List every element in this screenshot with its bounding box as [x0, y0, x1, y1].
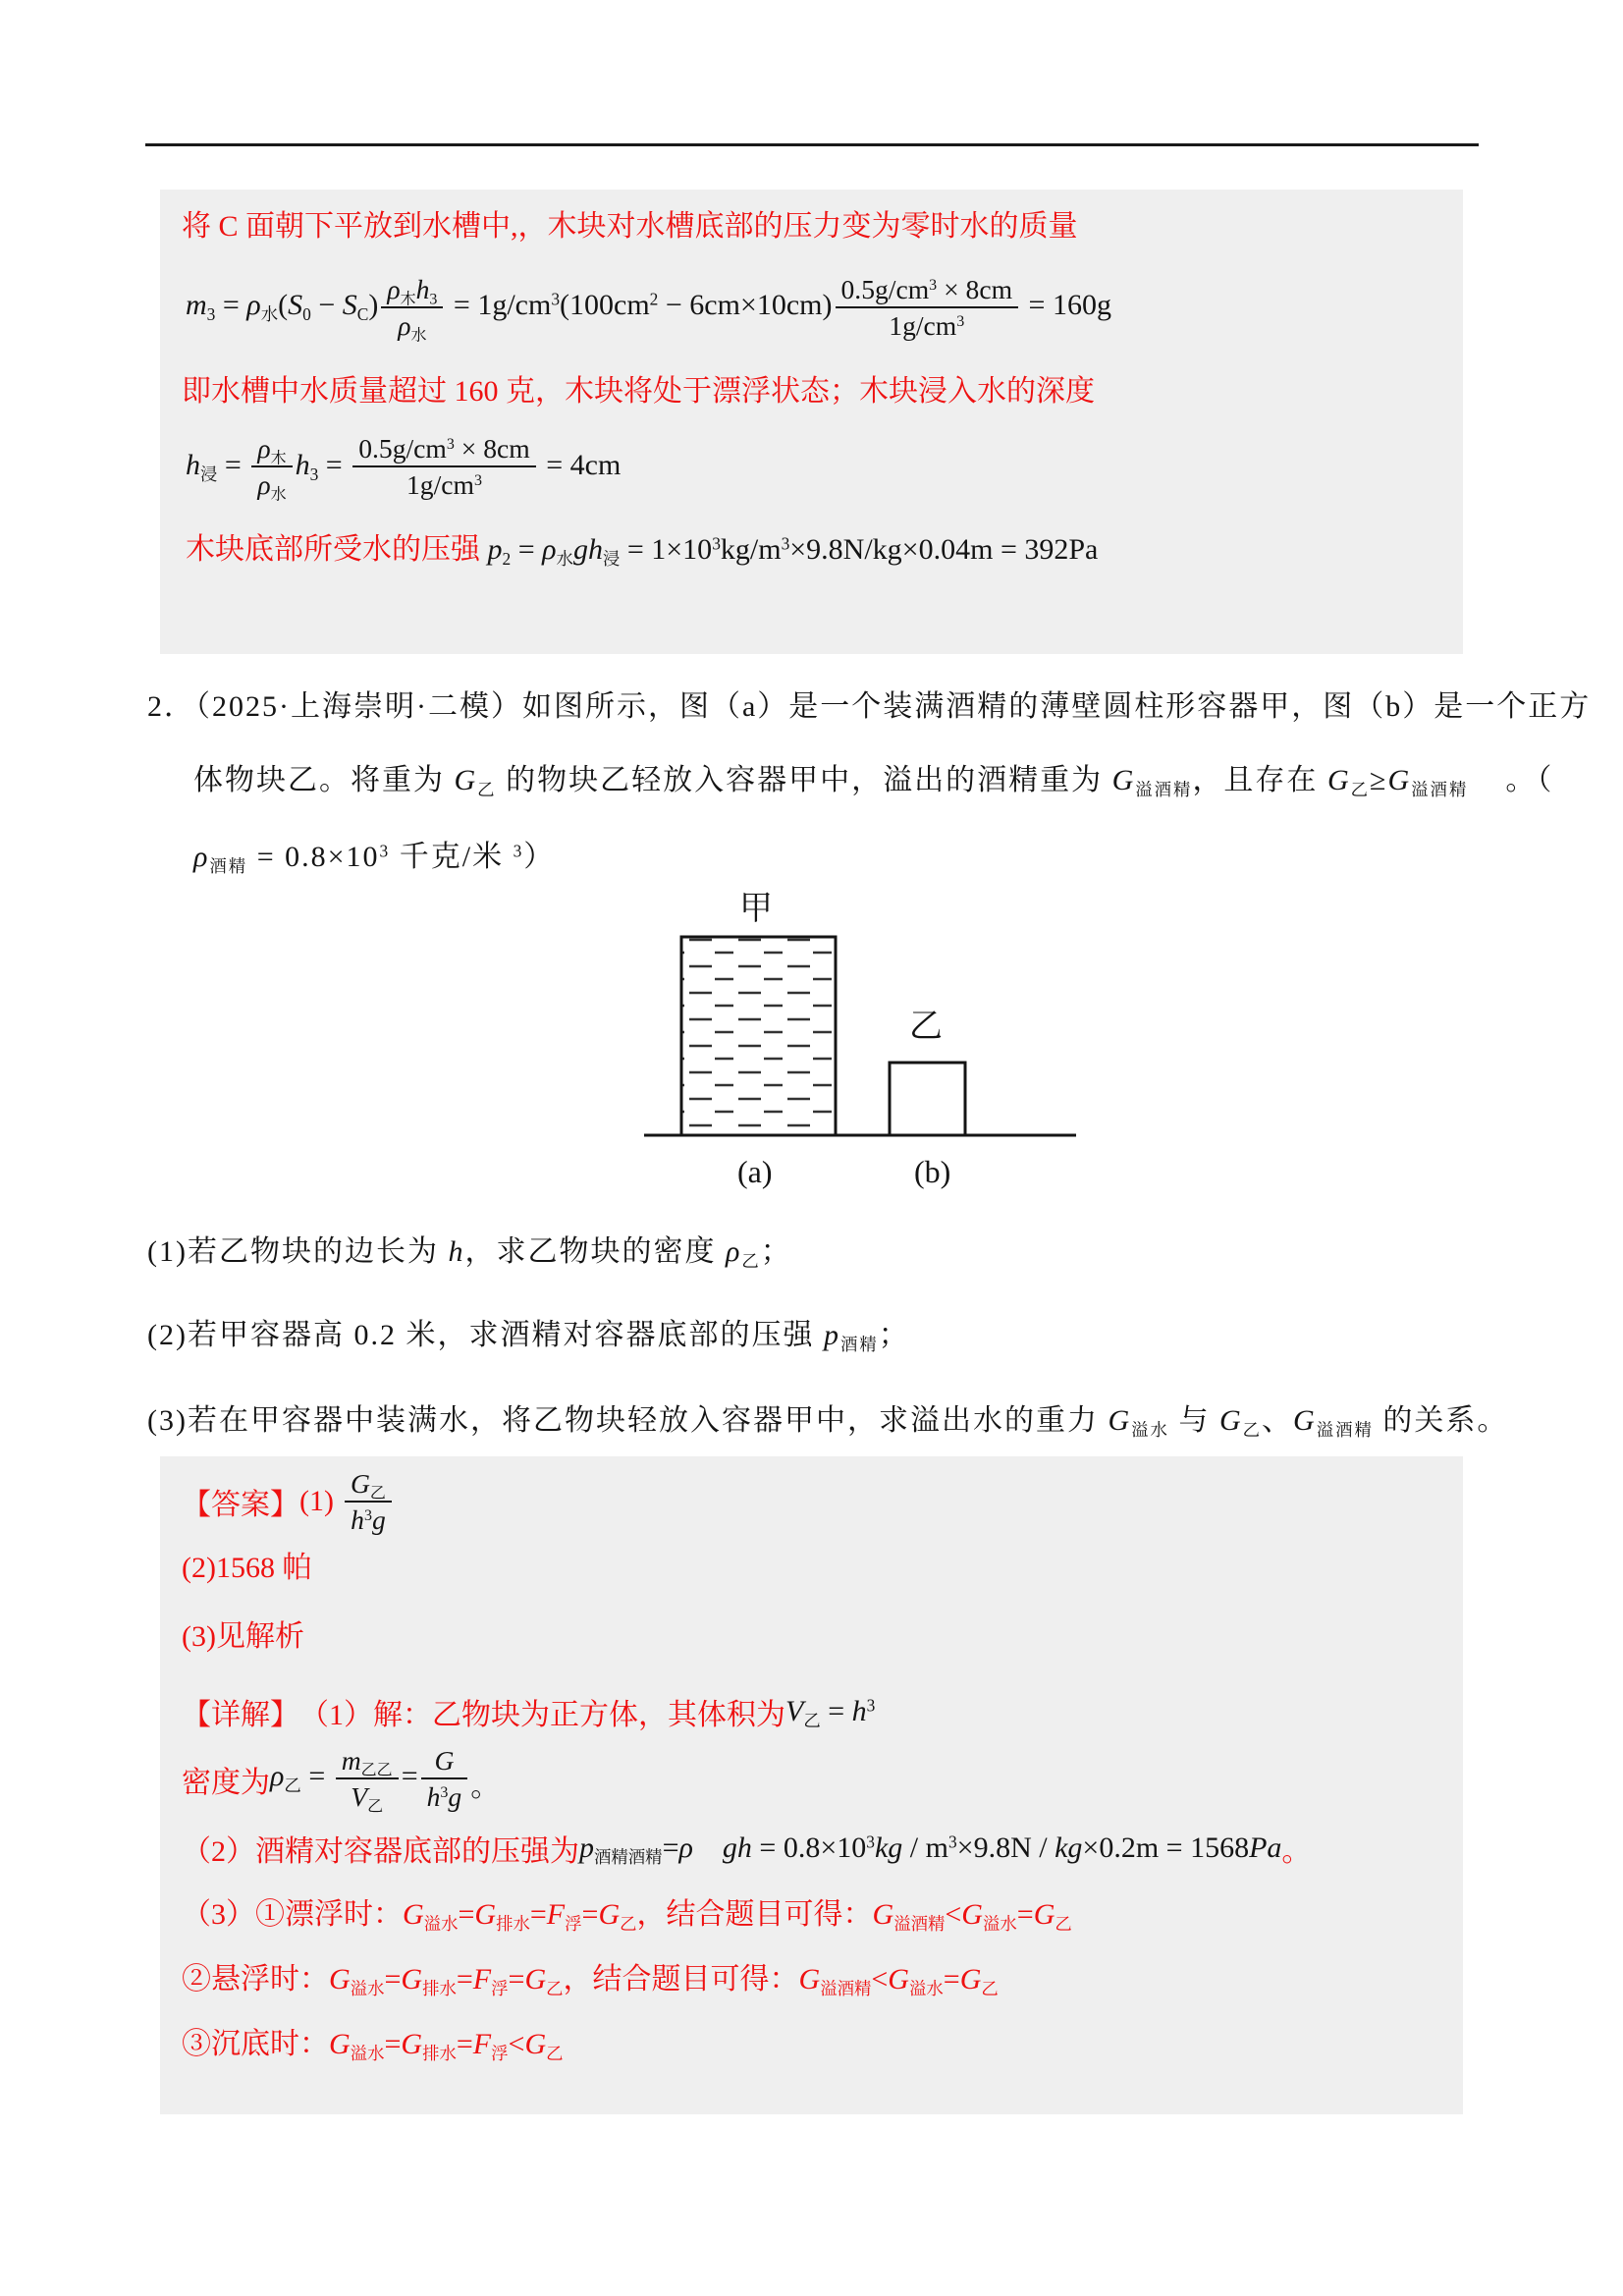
detail-2-suffix: 。 [1281, 1834, 1312, 1868]
solution-text-line: 将 C 面朝下平放到水槽中,，木块对水槽底部的压力变为零时水的质量 [182, 210, 1078, 243]
detail-2-formula: $p_{酒精酒精}=\rho$ gh = $0.8\times 10^3kg / m^3\times 9.8N / kg\times 0.2m = 1568Pa$ [579, 1831, 1282, 1867]
figure-containers [636, 880, 1088, 1204]
solution-pressure-line: 木块底部所受水的压强 $p_2 = \rho_水gh_浸 = 1\times 10^3kg/m^3\times 9.8N/kg\times 0.04m = 392Pa$ [186, 532, 1099, 569]
figure-caption-a: (a) [737, 1154, 773, 1189]
detail-1b-prefix: 密度为 [182, 1766, 270, 1799]
answer-1-prefix: (1) [299, 1485, 334, 1518]
detail-3-line1: （3）①漂浮时：$G_{溢水}=G_{排水}=F_浮=G_乙$，结合题目可得：$G_{溢酒精}<G_{溢水}=G_乙$ [182, 1897, 1072, 1934]
detail-2-prefix: （2）酒精对容器底部的压强为 [182, 1834, 579, 1868]
formula-m3: $m_3 = \rho_水(S_0 - S_C)$ $\frac{\rho_木h_3}{\rho_水}$ = $1g/cm^3(100cm^2 - 6cm\times 10cm)$ $\frac{0.5g/cm^3 \times 8cm}{1g/cm^3}$ = 160g [186, 274, 1111, 345]
problem2-line1: 2．（2025·上海崇明·二模）如图所示，图（a）是一个装满酒精的薄壁圆柱形容器甲，图（b）是一个正方 [147, 690, 1592, 723]
detail-1-formula: $V_乙 = h^3$ [785, 1695, 876, 1731]
question-1: (1)若乙物块的边长为 h，求乙物块的密度 $\rho_乙$； [147, 1235, 792, 1272]
detail-1-prefix: （1）解：乙物块为正方体，其体积为 [299, 1699, 785, 1732]
figure-caption-b: (b) [914, 1154, 951, 1189]
solution-text-prefix: 木块底部所受水的压强 [186, 532, 480, 566]
answer-box [160, 1456, 1463, 2114]
figure-label-jia: 甲 [739, 891, 773, 927]
detail-1-row [182, 1690, 1441, 1733]
page-header-rule [145, 143, 1479, 146]
problem2-line3: $\rho_{酒精} = 0.8\times 10^3$ 千克/米 $^3$） [193, 841, 556, 877]
solution-box-previous-problem [160, 190, 1463, 654]
answer-label: 【答案】 [182, 1489, 299, 1522]
detail-3-line3: ③沉底时：$G_{溢水}=G_{排水}=F_浮<G_乙$ [182, 2027, 564, 2063]
detail-label: 【详解】 [182, 1699, 299, 1732]
figure-svg [636, 880, 1088, 1196]
container-jia-with-alcohol [681, 937, 836, 1135]
question-2: (2)若甲容器高 0.2 米，求酒精对容器底部的压强 $p_{酒精}$； [147, 1319, 910, 1355]
answer-2: (2)1568 帕 [182, 1552, 312, 1585]
answer-1-row [182, 1468, 1441, 1535]
detail-1b-row [182, 1745, 1441, 1816]
detail-1b-suffix: 。 [470, 1770, 501, 1803]
detail-1b-formula: $\rho_乙$ = $\frac{m_{乙乙}}{V_乙}$ = $\frac{G}{h^3g}$ [270, 1745, 470, 1812]
figure-label-yi: 乙 [909, 1009, 943, 1045]
answer-1-formula: $\frac{G_乙}{h^3g}$ [342, 1468, 395, 1535]
formula-h-immersed: $h_浸$ = $\frac{\rho_木}{\rho_水}$ $h_3$ = $\frac{0.5g/cm^3 \times 8cm}{1g/cm^3}$ = 4cm [186, 433, 622, 504]
cube-yi [890, 1063, 965, 1135]
solution-text-line: 即水槽中水质量超过 160 克，木块将处于漂浮状态；木块浸入水的深度 [182, 375, 1095, 409]
answer-3: (3)见解析 [182, 1620, 304, 1654]
question-3: (3)若在甲容器中装满水，将乙物块轻放入容器甲中，求溢出水的重力 $G_{溢水}$ 与 $G_乙$、$G_{溢酒精}$ 的关系。 [147, 1404, 1509, 1441]
detail-3-line2: ②悬浮时：$G_{溢水}=G_{排水}=F_浮=G_乙$，结合题目可得：$G_{溢酒精}<G_{溢水}=G_乙$ [182, 1962, 999, 1998]
problem2-line2: 体物块乙。将重为 $G_乙$ 的物块乙轻放入容器甲中，溢出的酒精重为 $G_{溢酒精}$，且存在 $G_乙\ge G_{溢酒精}$ 。（ [193, 764, 1554, 800]
detail-2-row [182, 1827, 1441, 1870]
